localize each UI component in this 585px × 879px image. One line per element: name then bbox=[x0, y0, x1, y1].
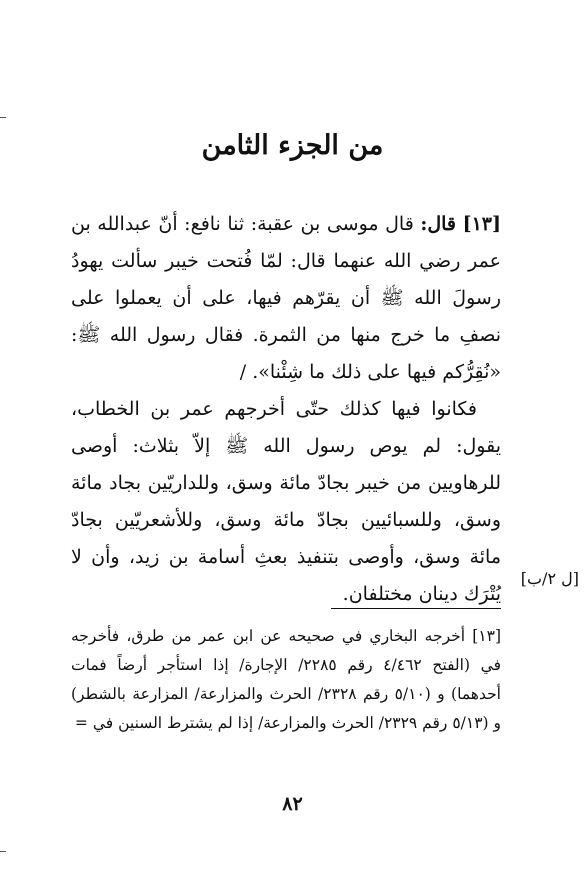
footnote-text: أخرجه البخاري في صحيحه عن ابن عمر من طرق، فأخرجه في (الفتح ٤/٤٦٢ رقم ٢٢٨٥/ الإجارة/ إذا استأجر أرضاً فمات أحدهما) و (٥/١٠ رقم ٢٣٢٨/ الحرث والمزارعة/ المزارعة بالشطر) و (٥/١٣ رقم ٢٣٢٩/ الحرث والمزارعة/ إذا لم يشترط السنين في = bbox=[71, 627, 501, 732]
hadith-isnad: قال موسى بن عقبة: ثنا نافع: أنّ عبدالله بن عمر رضي الله عنهما قال: لمّا فُتحت خيبر سألت يهودُ رسولَ الله ﷺ أن يقرّهم فيها، على أن يعملوا على نصفِ ما خرج منها من الثمرة. فقال رسول الله ﷺ: «نُقِرُّكم فيها على ذلك ما شِئْنا». / bbox=[71, 213, 501, 383]
footnote bbox=[71, 622, 501, 738]
footnote-paragraph bbox=[71, 622, 501, 738]
hadith-qala: قال: bbox=[420, 213, 457, 235]
hadith-paragraph-2: فكانوا فيها كذلك حتّى أخرجهم عمر بن الخطاب، يقول: لم يوص رسول الله ﷺ إلاّ بثلاث: أوصى للرهاويين من خيبر بجادّ مائة وسق، وللداريّين بجاد مائة وسق، وللسبائيين بجادّ مائة وسق، وللأشعريّين بجادّ مائة وسق، وأوصى بتنفيذ بعثِ أسامة بن زيد، وأن لا يُتْرَك دينان مختلفان. bbox=[71, 398, 501, 605]
hadith-paragraph-1 bbox=[71, 206, 501, 391]
section-title: من الجزء الثامن bbox=[201, 130, 384, 161]
footnote-number: [١٣] bbox=[472, 627, 501, 645]
margin-reference: [ل ٢/ب] bbox=[520, 569, 579, 588]
edge-mark-top bbox=[0, 117, 6, 118]
hadith-number: [١٣] bbox=[462, 213, 501, 235]
page-number: ٨٢ bbox=[282, 793, 303, 815]
footnote-separator bbox=[331, 608, 501, 609]
edge-mark-bottom bbox=[0, 851, 6, 852]
hadith-text bbox=[71, 206, 579, 613]
